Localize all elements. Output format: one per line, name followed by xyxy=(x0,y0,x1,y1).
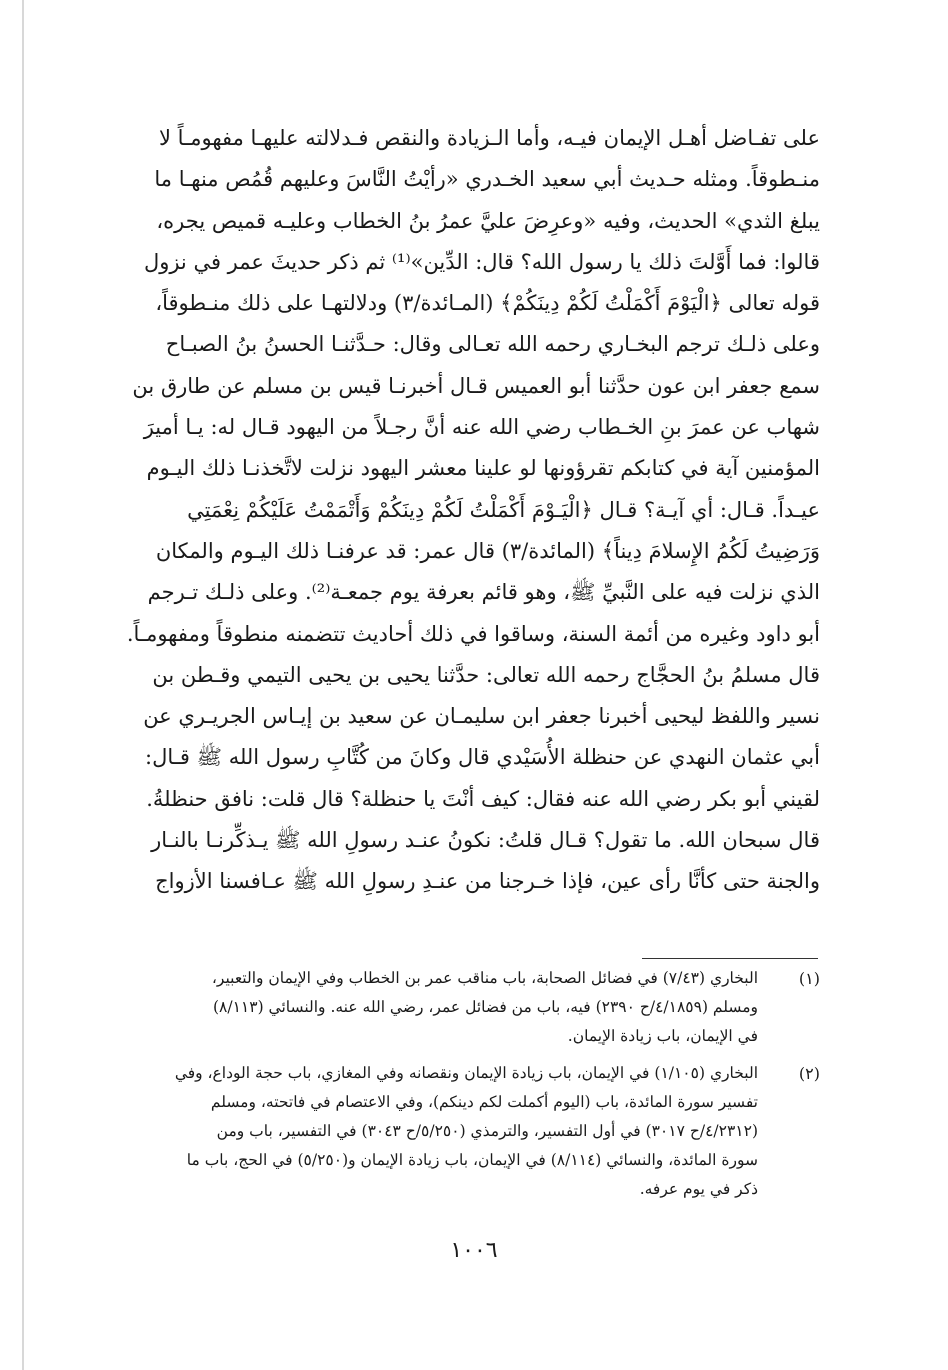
scan-left-edge xyxy=(22,0,24,1370)
footnote-2 xyxy=(98,1059,820,1204)
body-line: منـطوقاً. ومثله حـديث أبي سعيد الخـدري «رأيْتُ النَّاسَ وعليهم قُمُص منهـا ما xyxy=(154,167,820,192)
body-line: وَرَضِيتُ لَكُمُ الإِسلامَ دِيناً﴾ (المائدة/٣) قال عمر: قد عرفنـا ذلك اليـوم والمكان xyxy=(155,538,820,563)
footnote-number: (٢) xyxy=(798,1064,820,1083)
body-line: المؤمنين آية في كتابكم تقرؤونها لو علينا معشر اليهود نزلت لاتَّخذنـا ذلك اليـوم xyxy=(146,456,820,481)
body-line: شهاب عن عمرَ بنِ الخـطاب رضي الله عنه أنَّ رجـلاً من اليهود قـال له: يـا أميرَ xyxy=(143,415,820,440)
body-line: يبلغ الثدي» الحديث، وفيه «وعرِضَ عليَّ عمرُ بنُ الخطاب وعليـه قميص يجره، xyxy=(156,208,820,233)
body-line: لقيني أبو بكر رضي الله عنه فقال: كيف أنْتَ يا حنظلة؟ قال قلت: نافق حنظلةُ. xyxy=(146,786,820,811)
footnote-separator xyxy=(642,958,818,959)
footnote-line: البخاري (١/١٠٥) في الإيمان، باب زيادة الإيمان ونقصانه وفي المغازي، باب حجة الوداع، وفي xyxy=(174,1064,758,1082)
footnote-line: البخاري (٧/٤٣) في فضائل الصحابة، باب مناقب عمر بن الخطاب وفي الإيمان والتعبير، xyxy=(211,969,758,987)
footnote-line: (٤/٢٣١٢/ح ٣٠١٧) في أول التفسير، والترمذي (٥/٢٥٠/ح ٣٠٤٣) في التفسير، باب ومن xyxy=(216,1122,758,1140)
body-line: قال سبحان الله. ما تقول؟ قـال قلتُ: نكونُ عنـد رسولِ الله ﷺ يـذكِّرنـا بالنـار xyxy=(151,828,820,853)
footnote-line: ومسلم (٤/١٨٥٩/ح ٢٣٩٠) فيه، باب من فضائل عمر، رضي الله عنه. والنسائي (٨/١١٣) xyxy=(212,998,758,1016)
body-line: نسير واللفظ ليحيى أخبرنا جعفر ابن سليمـان عن سعيد بن إيـاس الجريـري عن xyxy=(143,704,820,729)
footnote-line: تفسير سورة المائدة، باب (اليوم أكملت لكم دينكم)، وفي الاعتصام في فاتحته، ومسلم xyxy=(210,1093,758,1111)
body-line: قال مسلمُ بنُ الحجَّاج رحمه الله تعالى: حدَّثنا يحيى بن يحيى التيمي وقـطن بن xyxy=(152,662,820,687)
main-body-text xyxy=(98,118,820,903)
body-line: قالوا: فما أَوَّلتَ ذلك يا رسول الله؟ قال: الدِّين»⁽¹⁾ ثم ذكر حديثَ عمر في نزول xyxy=(143,249,820,274)
footnote-line: ذكر في يوم عرفه. xyxy=(639,1180,758,1198)
body-line: الذي نزلت فيه على النَّبيِّ ﷺ، وهو قائم بعرفة يوم جمعـة⁽²⁾. وعلى ذلـك تـرجم xyxy=(147,580,820,605)
footnote-number: (١) xyxy=(798,969,820,988)
body-line: والجنة حتى كأنَّا رأى عين، فإذا خـرجنا من عنـدِ رسولِ الله ﷺ عـافسنا الأزواج xyxy=(155,869,820,894)
footnote-body xyxy=(98,1059,758,1204)
body-line: أبو داود وغيره من أئمة السنة، وساقوا في ذلك أحاديث تتضمنه منطوقاً ومفهومـاً. xyxy=(126,621,820,646)
body-line: سمع جعفر ابن عون حدَّثنا أبو العميس قـال أخبرنـا قيس بن مسلم عن طارق بن xyxy=(132,373,820,398)
body-line: وعلى ذلـك ترجم البخـاري رحمه الله تعـالى وقال: حـدَّثنـا الحسنُ بنُ الصبـاح xyxy=(165,332,820,357)
footnote-line: في الإيمان، باب زيادة الإيمان. xyxy=(567,1027,758,1045)
footnotes xyxy=(98,964,820,1204)
footnote-line: سورة المائدة، والنسائي (٨/١١٤) في الإيمان، باب زيادة الإيمان و(٥/٢٥٠) في الحج، باب ما xyxy=(186,1151,758,1169)
body-line: قوله تعالى ﴿الْيَوْمَ أَكْمَلْتُ لَكُمْ دِينَكُمْ﴾ (المـائدة/٣) ودلالتهـا على ذلك منـطوقاً، xyxy=(155,291,820,316)
body-line: على تفـاضل أهـل الإيمان فيـه، وأما الـزيادة والنقص فـدلالته عليهـا مفهومـاً لا xyxy=(159,126,820,150)
footnote-body xyxy=(98,964,758,1051)
body-line: أبي عثمان النهدي عن حنظلة الأُسَيْدي قال وكانَ من كُتَّابِ رسول الله ﷺ قـال: xyxy=(145,745,820,770)
body-line: عيـداً. قـال: أي آيـة؟ قـال ﴿الْيَـوْمَ أَكْمَلْتُ لَكُمْ دِينَكُمْ وَأَتْمَمْتُ عَلَيْكُمْ نِعْمَتِي xyxy=(187,497,820,522)
footnote-1 xyxy=(98,964,820,1051)
page-number: ١٠٠٦ xyxy=(450,1238,498,1263)
